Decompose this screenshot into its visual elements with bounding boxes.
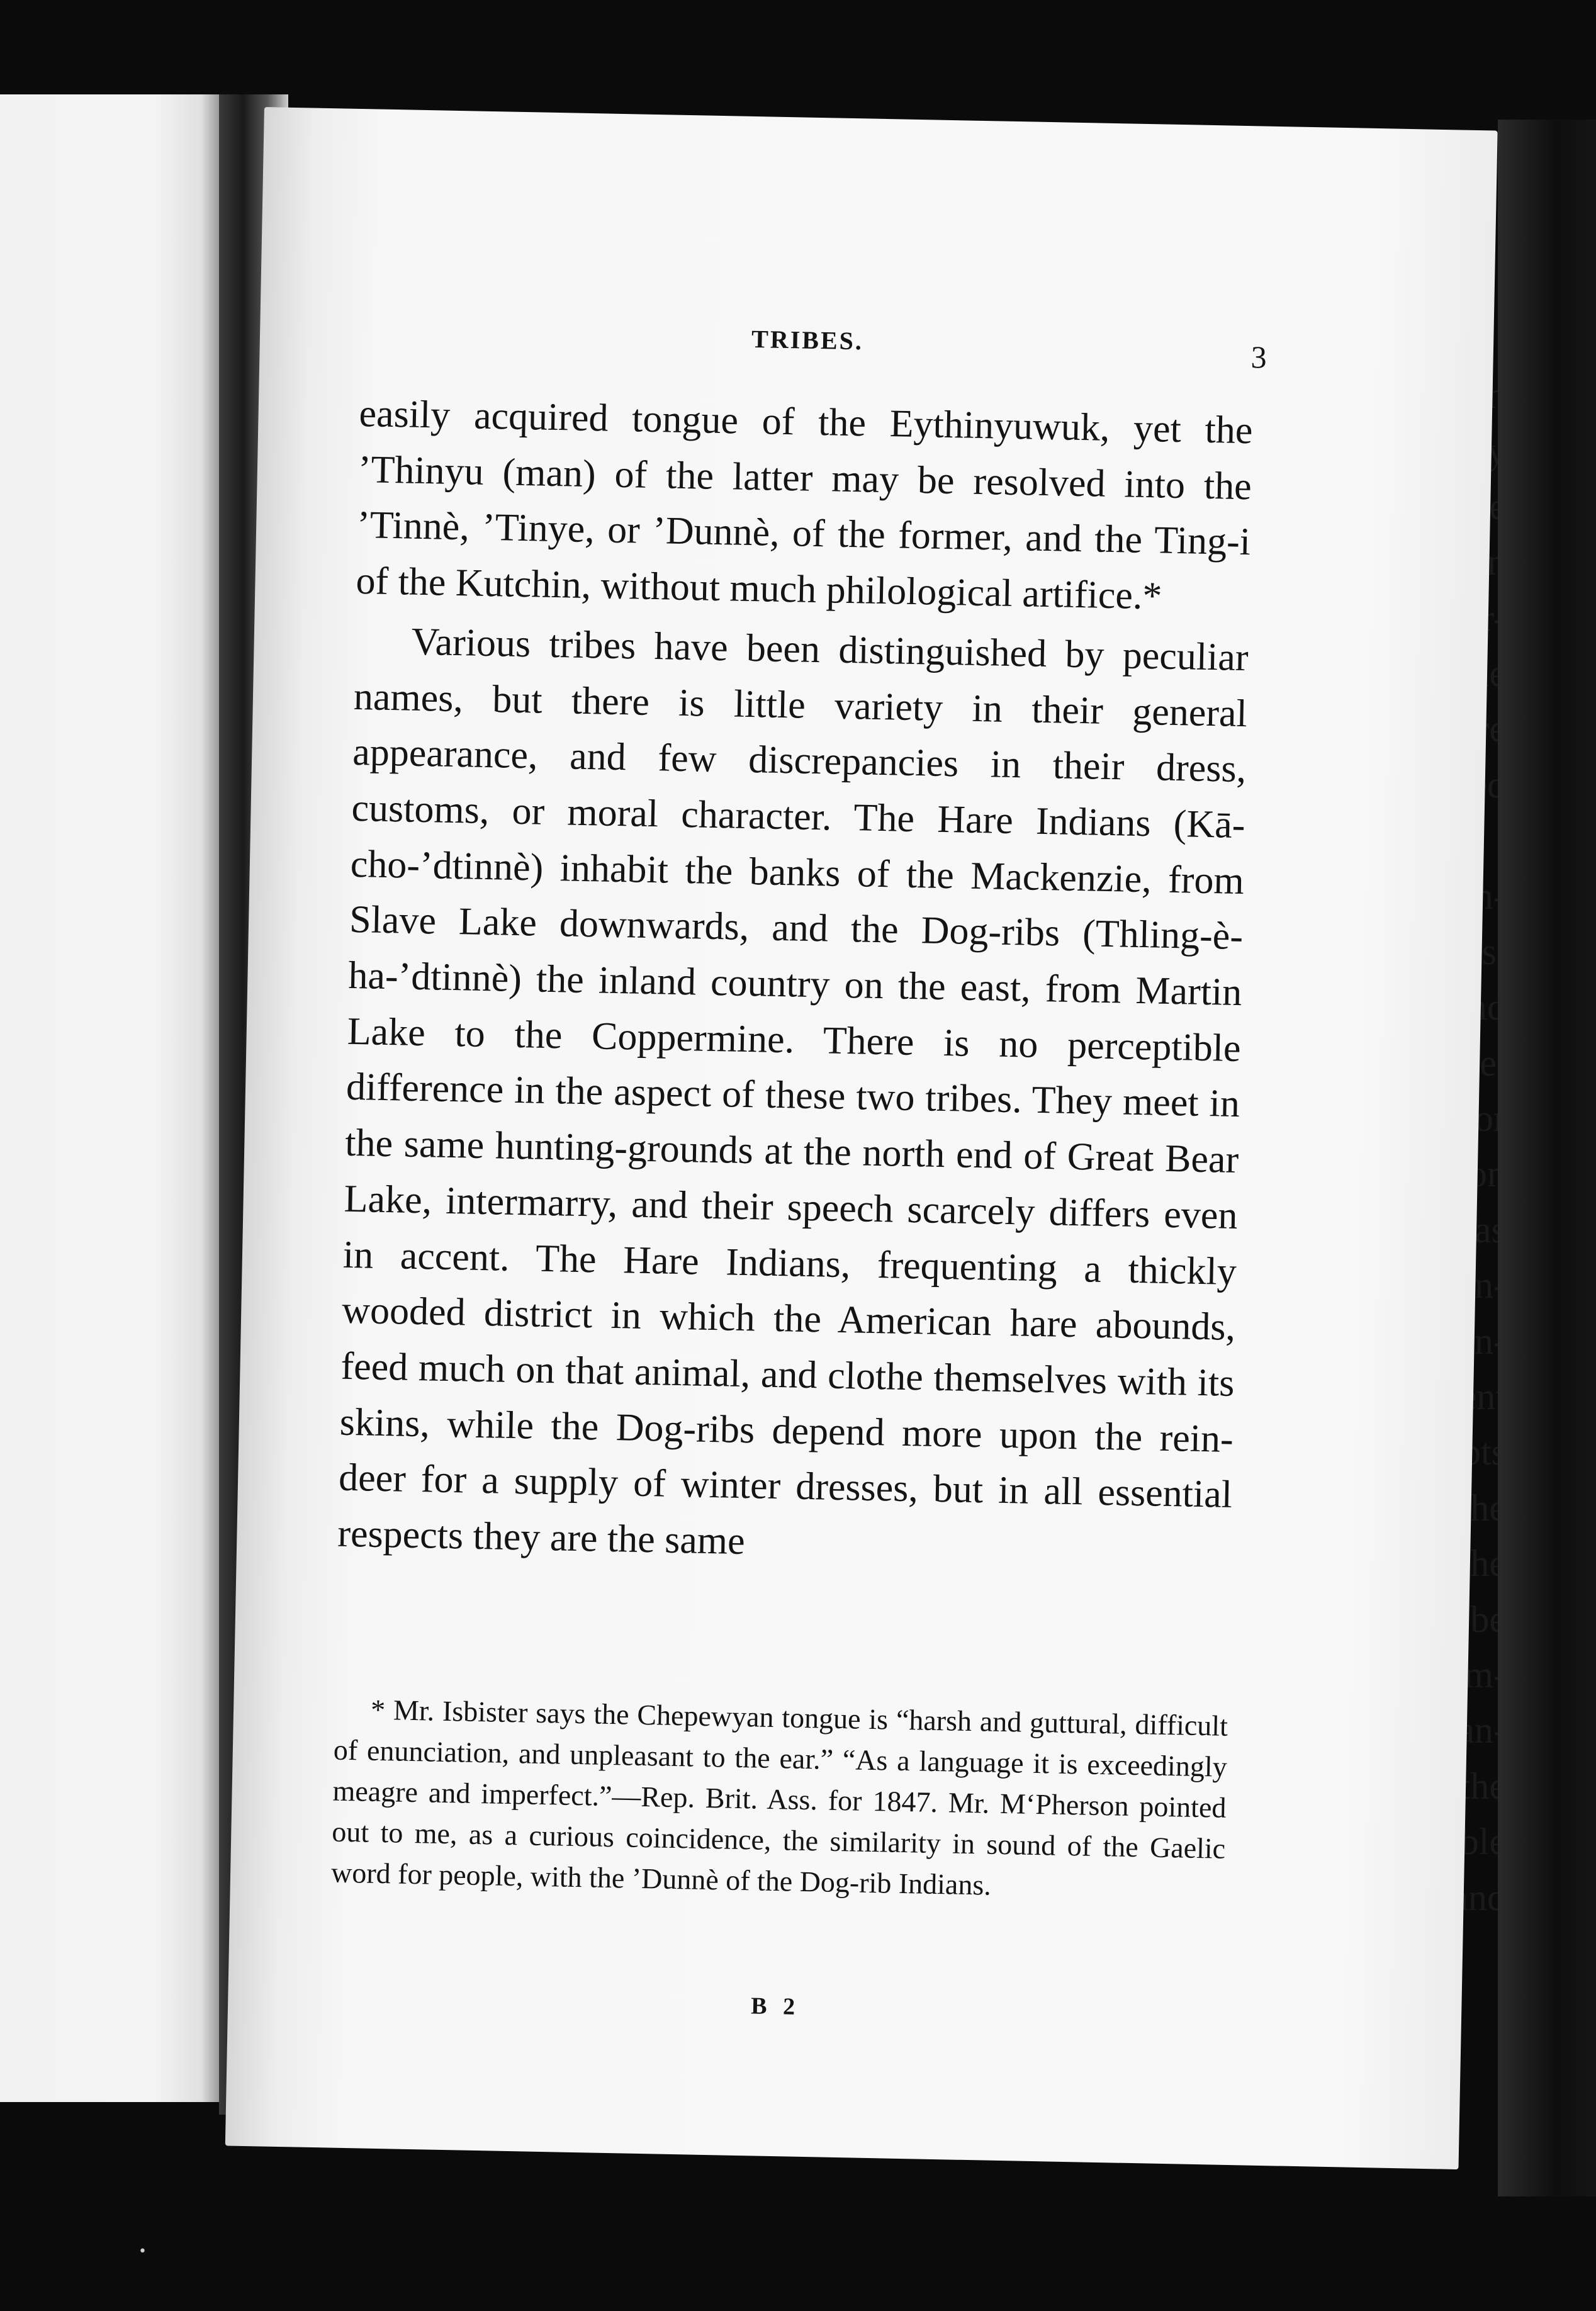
left-page-line: as [1475,1208,1506,1251]
paragraph-1: easily acquired tongue of the Eythinyuwuk, yet the ’Thinyu (man) of the latter may be resolved into the ’Tinnè, ’Tinye, or ’Dunnè, of the former, and the Ting-i of the Kutchin, without much philological artifice.* [355,391,1254,618]
signature-mark: B 2 [750,1993,801,2020]
page-number: 3 [1250,339,1267,375]
left-page-line: lan- [1447,1264,1506,1307]
left-page-line: and [1451,1876,1506,1918]
speck-mark: • [138,2244,147,2259]
left-page-line: for [1462,1098,1506,1140]
right-page [225,107,1498,2169]
running-title: TRIBES. [751,324,864,356]
body-text [337,386,1254,1579]
left-page-line: lan- [1447,1709,1506,1752]
paragraph-2: Various tribes have been distinguished by peculiar names, but there is little variety in their general appearance, and few discrepancies in their dress, customs, or moral character. The Hare Indians (Kā-cho-’dtinnè) inhabit the banks of the Mackenzie, from Slave Lake downwards, and the Dog-ribs (Thling-è-ha-’dtinnè) the inland country on the east, from Martin Lake to the Coppermine. There is no perceptible difference in the aspect of these two tribes. They meet in the same hunting-grounds at the north end of Great Bear Lake, intermarry, and their speech scarcely differs even in accent. The Hare Indians, frequenting a thickly wooded district in which the American hare abounds, feed much on that animal, and clothe themselves with its skins, while the Dog-ribs depend more upon the rein-deer for a supply of winter dresses, but in all essential respects they are the same [337,620,1249,1563]
left-page-line: the [1459,1765,1506,1807]
left-page-line: the [1459,1487,1506,1529]
right-scan-edge [1498,120,1596,2196]
running-head [360,317,1267,375]
left-facing-page [0,94,219,2102]
left-page-line: in [1476,541,1506,583]
page-content [330,109,1267,2020]
footnote: * Mr. Isbister says the Chepewyan tongue is “harsh and guttural, difficult of enunciation, and unpleasant to the ear.” “As a language it is exceedingly meagre and imperfect.”—Rep. Brit. Ass. for 1847. Mr. M‘Pherson pointed out to me, as a curious coincidence, the similarity in sound of the Gaelic word for people, with the ’Dunnè of the Dog-rib Indians. [330,1693,1228,1901]
left-page-line: be [1470,1598,1506,1640]
left-page-line: the [1459,1543,1506,1585]
